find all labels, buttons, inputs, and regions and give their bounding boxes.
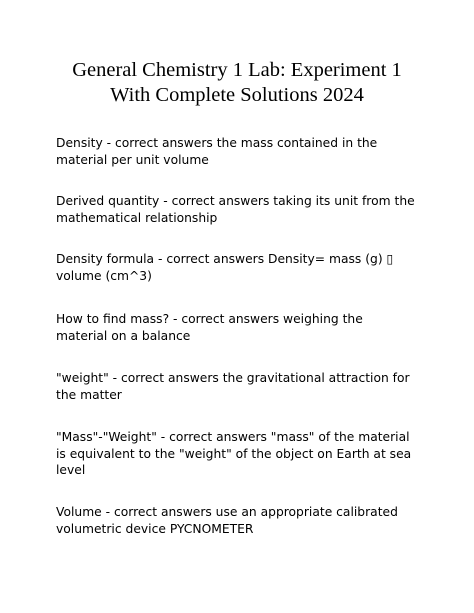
entry-line: Volume - correct answers use an appropriate calibrated — [56, 505, 398, 519]
entry-line: the matter — [56, 387, 122, 402]
entry-line: How to find mass? - correct answers weighing the — [56, 312, 363, 326]
entry-line: mathematical relationship — [56, 210, 218, 225]
entry-line: volume (cm^3) — [56, 268, 152, 283]
entry-line: material on a balance — [56, 328, 191, 343]
entry-line: volumetric device PYCNOMETER — [56, 521, 254, 536]
entry-line: material per unit volume — [56, 152, 209, 167]
entry-derived-quantity — [56, 193, 426, 226]
entry-line: Derived quantity - correct answers taking its unit from the — [56, 194, 415, 208]
entry-line: is equivalent to the "weight" of the object on Earth at sea — [56, 446, 412, 461]
entry-line: Density - correct answers the mass contained in the — [56, 136, 378, 150]
entry-mass-weight — [56, 429, 426, 479]
document-title — [20, 58, 454, 108]
entry-weight — [56, 370, 426, 403]
entry-line: level — [56, 463, 86, 477]
entry-volume — [56, 504, 426, 537]
title-line-2: With Complete Solutions 2024 — [110, 84, 364, 106]
entry-density-formula — [56, 251, 426, 284]
entry-line: "Mass"-"Weight" - correct answers "mass" of the material — [56, 430, 410, 444]
entry-line: "weight" - correct answers the gravitational attraction for — [56, 371, 410, 385]
entry-find-mass — [56, 311, 426, 344]
entry-line: Density formula - correct answers Density= mass (g) ▯ — [56, 252, 394, 266]
title-line-1: General Chemistry 1 Lab: Experiment 1 — [72, 59, 402, 81]
entry-density — [56, 135, 426, 168]
